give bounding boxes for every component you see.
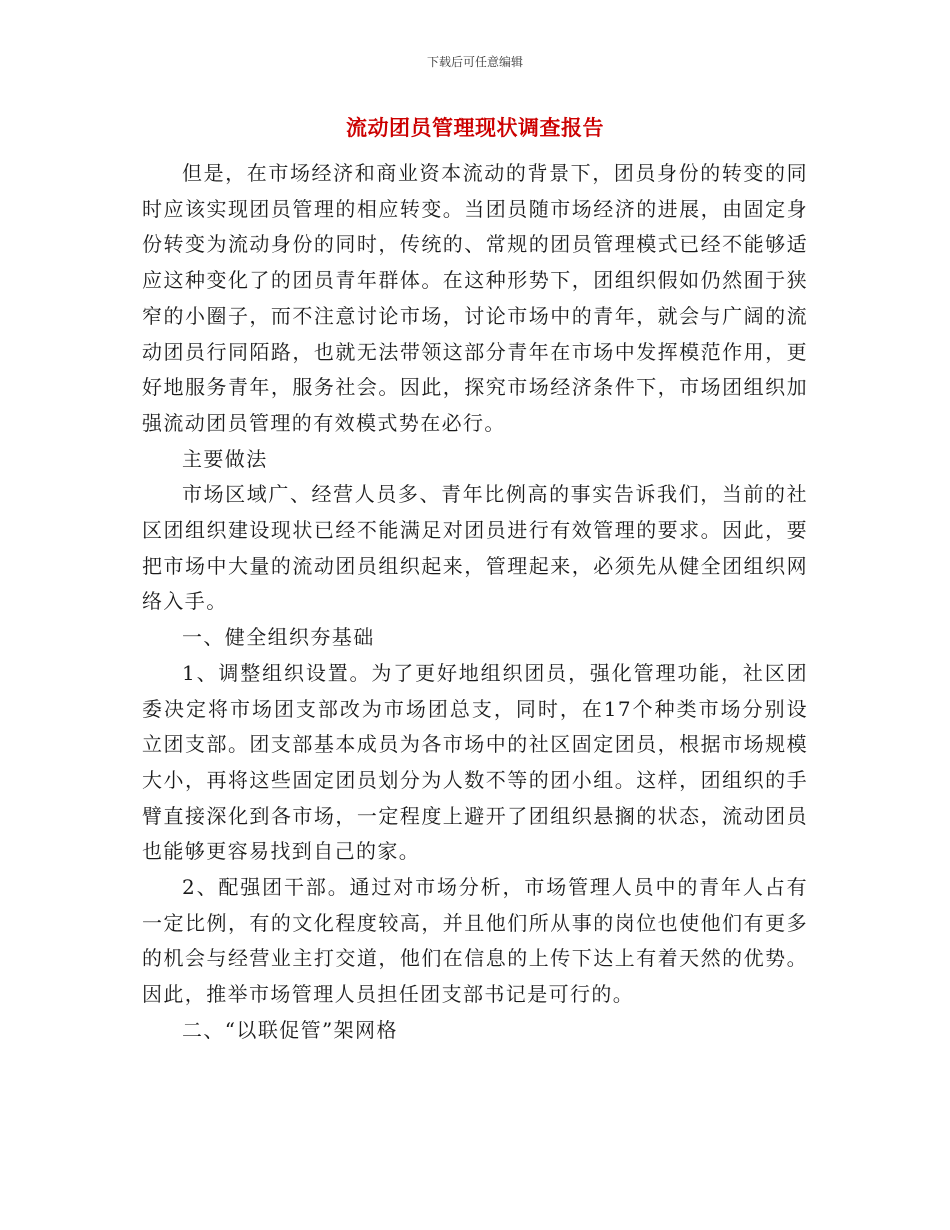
- paragraph-background: 但是，在市场经济和商业资本流动的背景下，团员身份的转变的同时应该实现团员管理的相应转变。当团员随市场经济的进展，由固定身份转变为流动身份的同时，传统的、常规的团员管理模式已经不能够适应这种变化了的团员青年群体。在这种形势下，团组织假如仍然囿于狭窄的小圈子，而不注意讨论市场，讨论市场中的青年，就会与广阔的流动团员行同陌路，也就无法带领这部分青年在市场中发挥模范作用，更好地服务青年，服务社会。因此，探究市场经济条件下，市场团组织加强流动团员管理的有效模式势在必行。: [142, 161, 808, 435]
- section-heading-main-practices: 主要做法: [182, 446, 268, 471]
- document-title: 流动团员管理现状调查报告: [346, 116, 604, 140]
- paragraph-market-overview: 市场区域广、经营人员多、青年比例高的事实告诉我们，当前的社区团组织建设现状已经不能满足对团员进行有效管理的要求。因此，要把市场中大量的流动团员组织起来，管理起来，必须先从健全团组织网络入手。: [142, 482, 808, 614]
- section-heading-network: 二、“以联促管”架网格: [182, 1017, 398, 1042]
- page-header-note: 下载后可任意编辑: [426, 55, 523, 69]
- section-heading-organization: 一、健全组织夯基础: [182, 625, 375, 650]
- paragraph-strengthen-cadres: 2、配强团干部。通过对市场分析，市场管理人员中的青年人占有一定比例，有的文化程度较高，并且他们所从事的岗位也使他们有更多的机会与经营业主打交道，他们在信息的上传下达上有着天然的优势。因此，推举市场管理人员担任团支部书记是可行的。: [142, 875, 808, 1007]
- document-body: [142, 156, 808, 1049]
- paragraph-adjust-organization: 1、调整组织设置。为了更好地组织团员，强化管理功能，社区团委决定将市场团支部改为市场团总支，同时，在17个种类市场分别设立团支部。团支部基本成员为各市场中的社区固定团员，根据市场规模大小，再将这些固定团员划分为人数不等的团小组。这样，团组织的手臂直接深化到各市场，一定程度上避开了团组织悬搁的状态，流动团员也能够更容易找到自己的家。: [142, 660, 808, 864]
